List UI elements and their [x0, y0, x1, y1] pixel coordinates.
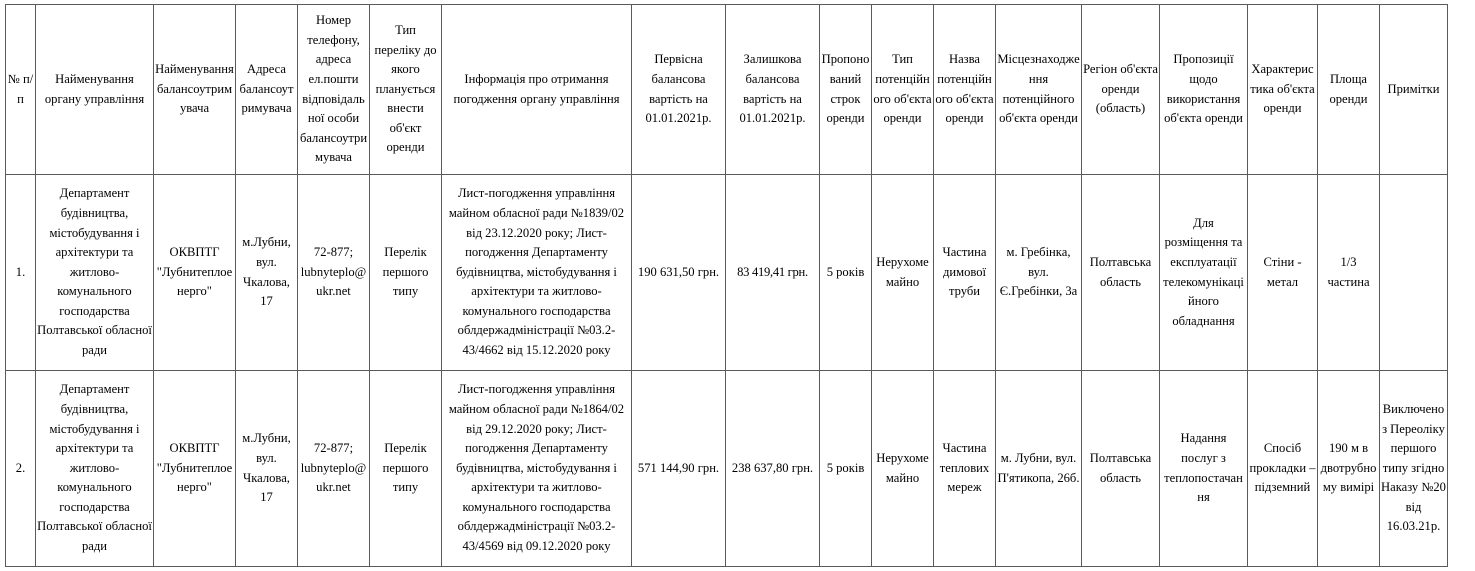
header-cell: Пропозиції щодо використання об'єкта оренди [1160, 5, 1248, 175]
header-cell: Первісна балансова вартість на 01.01.2021р. [632, 5, 726, 175]
lease-area: 190 м в двотрубному вимірі [1318, 371, 1380, 567]
header-cell: Номер телефону, адреса ел.пошти відповідальної особи балансоутримувача [298, 5, 370, 175]
table-row [6, 175, 1448, 371]
table-header-row [6, 5, 1448, 175]
object-name: Частина димової труби [934, 175, 996, 371]
residual-value: 83 419,41 грн. [726, 175, 820, 371]
lease-objects-table [5, 4, 1448, 567]
lease-term: 5 років [820, 371, 872, 567]
object-location: м. Гребінка, вул. Є.Гребінки, 3а [996, 175, 1082, 371]
header-cell: Місцезнаходження потенційного об'єкта оренди [996, 5, 1082, 175]
object-type: Нерухоме майно [872, 371, 934, 567]
header-cell: Назва потенційного об'єкта оренди [934, 5, 996, 175]
header-cell: Характеристика об'єкта оренди [1248, 5, 1318, 175]
row-number: 1. [6, 175, 36, 371]
notes: Виключено з Переоліку першого типу згідно Наказу №20 від 16.03.21р. [1380, 371, 1448, 567]
header-cell: Тип потенційного об'єкта оренди [872, 5, 934, 175]
object-location: м. Лубни, вул. П'ятикопа, 26б. [996, 371, 1082, 567]
header-cell: Примітки [1380, 5, 1448, 175]
object-name: Частина теплових мереж [934, 371, 996, 567]
approval-info: Лист-погодження управління майном обласної ради №1864/02 від 29.12.2020 року; Лист-погодження Департаменту будівництва, містобудування і архітектури та житлово-комунального господарства облдержадміністрації №03.2-43/4569 від 09.12.2020 року [442, 371, 632, 567]
header-cell: Інформація про отримання погодження органу управління [442, 5, 632, 175]
list-type: Перелік першого типу [370, 371, 442, 567]
lease-term: 5 років [820, 175, 872, 371]
balance-holder: ОКВПТГ "Лубнитеплоенерго" [154, 371, 236, 567]
header-cell: Тип переліку до якого планується внести об'єкт оренди [370, 5, 442, 175]
usage-proposal: Для розміщення та експлуатації телекомунікаційного обладнання [1160, 175, 1248, 371]
row-number: 2. [6, 371, 36, 567]
header-cell: Найменування органу управління [36, 5, 154, 175]
holder-address: м.Лубни, вул. Чкалова, 17 [236, 371, 298, 567]
header-cell: № п/п [6, 5, 36, 175]
residual-value: 238 637,80 грн. [726, 371, 820, 567]
management-authority: Департамент будівництва, містобудування і архітектури та житлово-комунального господарства Полтавської обласної ради [36, 371, 154, 567]
holder-address: м.Лубни, вул. Чкалова, 17 [236, 175, 298, 371]
object-region: Полтавська область [1082, 371, 1160, 567]
header-cell: Регіон об'єкта оренди (область) [1082, 5, 1160, 175]
balance-holder: ОКВПТГ "Лубнитеплоенерго" [154, 175, 236, 371]
approval-info: Лист-погодження управління майном обласної ради №1839/02 від 23.12.2020 року; Лист-погодження Департаменту будівництва, містобудування і архітектури та житлово-комунального господарства облдержадміністрації №03.2-43/4662 від 15.12.2020 року [442, 175, 632, 371]
contact-info: 72-877; lubnyteplo@ukr.net [298, 175, 370, 371]
header-cell: Залишкова балансова вартість на 01.01.2021р. [726, 5, 820, 175]
header-cell: Найменування балансоутримувача [154, 5, 236, 175]
management-authority: Департамент будівництва, містобудування і архітектури та житлово-комунального господарства Полтавської обласної ради [36, 175, 154, 371]
header-cell: Адреса балансоутримувача [236, 5, 298, 175]
header-cell: Пропонований строк оренди [820, 5, 872, 175]
initial-value: 571 144,90 грн. [632, 371, 726, 567]
object-characteristic: Стіни - метал [1248, 175, 1318, 371]
notes [1380, 175, 1448, 371]
object-type: Нерухоме майно [872, 175, 934, 371]
lease-area: 1/3 частина [1318, 175, 1380, 371]
object-region: Полтавська область [1082, 175, 1160, 371]
list-type: Перелік першого типу [370, 175, 442, 371]
initial-value: 190 631,50 грн. [632, 175, 726, 371]
object-characteristic: Спосіб прокладки – підземний [1248, 371, 1318, 567]
header-cell: Площа оренди [1318, 5, 1380, 175]
usage-proposal: Надання послуг з теплопостачання [1160, 371, 1248, 567]
table-row [6, 371, 1448, 567]
contact-info: 72-877; lubnyteplo@ukr.net [298, 371, 370, 567]
